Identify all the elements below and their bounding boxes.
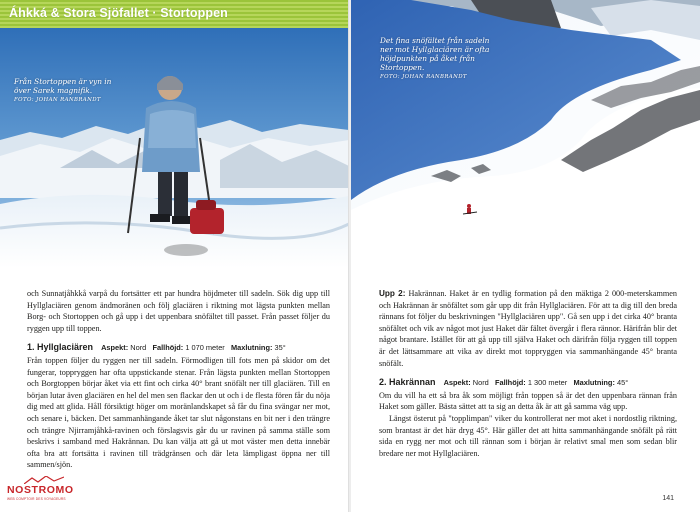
drop-label-2: Fallhöjd: xyxy=(494,378,526,388)
slope-label-2: Maxlutning: xyxy=(573,378,615,388)
watermark-tagline: WEB COMPTOIR DES VOYAGEURS xyxy=(7,497,66,501)
section-body: Från toppen följer du ryggen ner till sadeln. Förmodligen till fots men på skidor om det fungerar, toppryggen har ofta uppstickande stenar. Från lägsta punkten mellan Stortoppen och Borgtoppen börjar åket via ett fint och cirka 40° brant snöfält ner till glaciären. Till en början lutar även glaciären en hel del men sen flackar den ut och i de flesta fören får du nöja dig med att glida. Håll försiktigt höger om moränlandskapet så får du fina svängar ner mot, och senare i, bäcken. Det sammanhängande åket tar slut någonstans en bit ner i den trängre och trängre Njirramjåhkå-ravinen och förslagsvis går du ur ravinen på samma ställe som beskrivs i samband med Hakrännan. Du kan välja att gå ut mot väster men detta innebär ofta bra att fortsätta i ravinen till trädgränsen och där leta lämpligast öppna ner till sammen/sjön. xyxy=(27,355,330,470)
right-caption-text: Det fina snöfältet från sadeln ner mot Hyllglaciären är ofta höjdpunkten på åket från Stortoppen. xyxy=(380,36,490,72)
aspect-value: Nord xyxy=(130,343,147,353)
page-number: 141 xyxy=(662,495,674,502)
right-photo-caption xyxy=(380,36,490,82)
summit-skier-photo xyxy=(0,28,349,268)
left-caption-credit: FOTO: JOHAN RANBRANDT xyxy=(14,97,101,103)
aspect-label: Aspekt: xyxy=(101,343,129,353)
section-title-2: 2. Hakrännan xyxy=(379,377,436,388)
drop-label: Fallhöjd: xyxy=(152,343,184,353)
slope-value: 35° xyxy=(274,343,286,353)
intro-paragraph: och Sunnatjåhkkå varpå du fortsätter ett par hundra höjdmeter till sadeln. Sök dig upp till Hyllglaciären genom ändmoränen och följ glaciären i riktning mot lägsta punkten mellan Borg- och Stortoppen och gå upp i det uppenbara snöfältet till passet. Från passet följer du ryggen upp till toppen. xyxy=(27,289,330,333)
left-body-text xyxy=(27,288,330,471)
right-caption-credit: FOTO: JOHAN RANBRANDT xyxy=(380,74,467,80)
aspect-value-2: Nord xyxy=(472,378,489,388)
section-heading-hakrannan xyxy=(379,377,677,389)
upp-paragraph xyxy=(379,288,677,369)
snowfield-skier-photo xyxy=(351,0,700,268)
left-page xyxy=(0,0,349,512)
slope-value-2: 45° xyxy=(616,378,629,388)
left-caption-text: Från Stortoppen är vyn in över Sarek magnifik. xyxy=(14,77,112,95)
section-body-2a: Om du vill ha ett så bra åk som möjligt från toppen så är det den uppenbara rännan från Haket som gäller. Bästa sättet att ta sig an detta åk är att gå samma väg upp. xyxy=(379,390,677,412)
watermark-brand: NOSTROMO xyxy=(7,484,74,496)
left-photo-caption xyxy=(14,77,124,105)
mountain-ridge-icon xyxy=(24,476,64,484)
chapter-header-band xyxy=(0,0,349,28)
summit-photo-illustration xyxy=(0,28,349,268)
section-title: 1. Hyllglaciären xyxy=(27,342,94,353)
nostromo-watermark-logo xyxy=(4,478,80,506)
drop-value-2: 1 300 meter xyxy=(527,378,568,388)
upp-text: Hakrännan. Haket är en tydlig formation på den mäktiga 2 000-meterskammen och Hakrännan är snöfältet som går upp dit från Hyllglaciären. För att ta dig till den breda rännans fot följer du beskrivningen "Hyllglaciären upp". Gå sen upp i det cirka 40° branta snöfältet och vik av något mot just Haket där fältet övergår i flera rännor. Härifrån blir det något brantare. Istället för att gå upp till själva Haket och därifrån följa ryggen till toppen är det lättsammare att vika av direkt mot toppryggen via sammanhängande 45° branta snöfält. xyxy=(379,289,677,368)
slope-label: Maxlutning: xyxy=(230,343,273,353)
section-meta-2 xyxy=(444,378,629,387)
aspect-label-2: Aspekt: xyxy=(443,378,471,388)
right-body-text xyxy=(379,288,677,459)
section-body-2b: Längst österut på "topplimpan" viker du kontrollerat ner mot aket i nordostlig riktning, som brantast är det här dryg 45°. Här gäller det att hitta sammanhängande snöfält på rätt sida en rygg ner mot och till rännan som i början är relativt smal men som sedan blir bredare ner mot Hyllglaciären. xyxy=(379,413,677,458)
section-heading-hyllglaciaren xyxy=(27,342,330,354)
chapter-title: Áhkká & Stora Sjöfallet · Stortoppen xyxy=(9,6,228,20)
drop-value: 1 070 meter xyxy=(185,343,225,353)
right-page xyxy=(351,0,700,512)
section-meta xyxy=(101,343,286,352)
upp-label: Upp 2: xyxy=(379,289,406,298)
